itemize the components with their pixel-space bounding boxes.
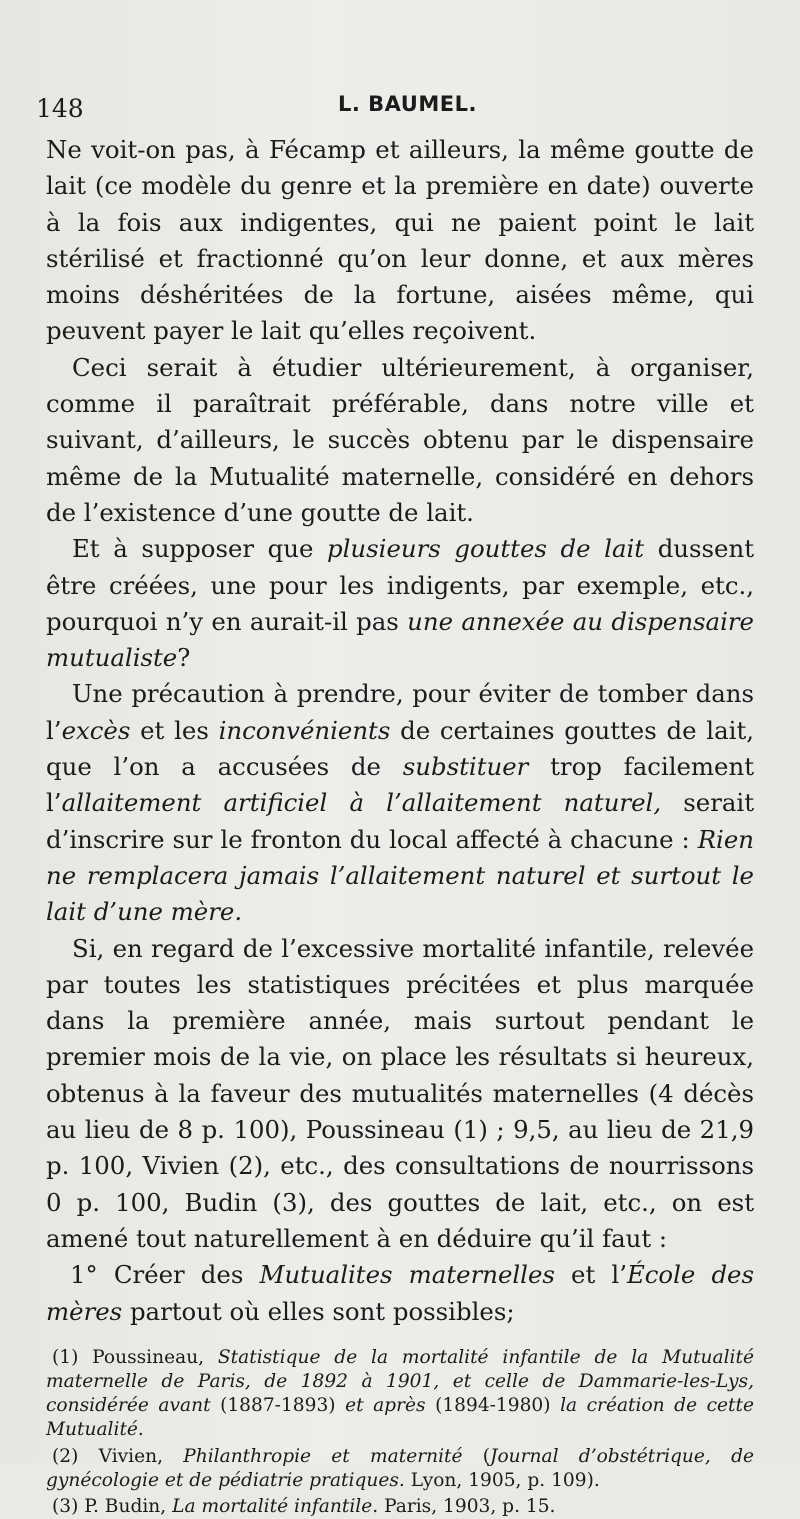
footnote-2-text: ( xyxy=(462,1445,491,1467)
page-number: 148 xyxy=(36,94,84,123)
footnote-1-text: (1894-1980) xyxy=(425,1395,561,1417)
paragraph-3-emphasis: plusieurs gouttes de lait xyxy=(327,534,645,564)
paragraph-2: Ceci serait à étudier ultérieurement, à organiser, comme il paraîtrait préférable, dans notre ville et suivant, d’ailleurs, le succès obtenu par le dispensaire même de la Mutualité maternelle, considéré en dehors de l’existence d’une goutte de lait. xyxy=(46,352,754,527)
paragraph-4-emphasis: Rien ne remplacera jamais l’allaitement naturel et surtout le lait d’une mère. xyxy=(46,824,754,927)
paragraph-6-text: partout où elles sont possibles; xyxy=(122,1296,515,1326)
running-head xyxy=(36,92,754,132)
paragraph-3-emphasis: une annexée au dispensaire mutualiste xyxy=(46,606,754,673)
paragraph-4-emphasis: excès xyxy=(61,715,131,745)
footnote-2 xyxy=(46,1445,754,1493)
paragraph-4-text: Une précaution à prendre, pour éviter de tomber dans l’ xyxy=(46,679,754,745)
footnote-2-emphasis: Philanthropie et maternité xyxy=(183,1445,463,1467)
paragraph-4-text: et les xyxy=(130,715,219,745)
running-head-author: L. BAUMEL. xyxy=(338,92,477,116)
footnote-3 xyxy=(46,1495,754,1519)
footnote-2-text: (2) Vivien, xyxy=(52,1445,184,1467)
paragraph-3-text: dussent être créées, une pour les indigents, par exemple, etc., pourquoi n’y en aurait-il pas xyxy=(46,534,754,636)
footnote-1-text: (1887-1893) xyxy=(210,1395,346,1417)
paragraph-1: Ne voit-on pas, à Fécamp et ailleurs, la même goutte de lait (ce modèle du genre et la première en date) ouverte à la fois aux indigentes, qui ne paient point le lait stérilisé et fractionné qu’on leur donne, et aux mères moins déshéritées de la fortune, aisées même, qui peuvent payer le lait qu’elles reçoivent. xyxy=(46,135,754,346)
footnote-3-emphasis: La mortalité infantile xyxy=(172,1496,373,1518)
paragraph-3 xyxy=(46,531,754,676)
body-text xyxy=(46,132,754,1330)
footnote-3-text: . Paris, 1903, p. 15. xyxy=(372,1496,556,1518)
paragraph-6-text: 1° Créer des xyxy=(70,1260,260,1290)
paragraph-3-text: Et à supposer que xyxy=(72,534,328,564)
paragraph-4 xyxy=(46,676,754,930)
paragraph-4-emphasis: substituer xyxy=(402,752,529,782)
paragraph-4-emphasis: allaitement artificiel à l’allaitement naturel, xyxy=(61,788,662,818)
footnote-1-emphasis: Statistique de la mortalité infantile de la Mutualité maternelle de Paris, de 1892 à 1901, et celle de Dammarie-les-Lys, considérée avant xyxy=(46,1346,754,1417)
footnote-3-text: (3) P. Budin, xyxy=(52,1496,173,1518)
footnote-2-emphasis: Journal d’obstétrique, de gynécologie et de pédiatrie pratiques xyxy=(46,1445,754,1491)
paragraph-6-emphasis: Mutualites maternelles xyxy=(259,1260,555,1290)
footnote-1-emphasis: la création de cette Mutualité. xyxy=(46,1395,754,1441)
paragraph-4-text: trop facilement l’ xyxy=(46,752,754,818)
paragraph-6 xyxy=(46,1257,754,1330)
footnotes xyxy=(46,1346,754,1519)
paragraph-4-emphasis: inconvénients xyxy=(218,715,391,745)
footnote-1-text: (1) Poussineau, xyxy=(52,1346,218,1368)
footnote-1 xyxy=(46,1346,754,1443)
paragraph-5: Si, en regard de l’excessive mortalité infantile, relevée par toutes les statistiques précitées et plus marquée dans la première année, mais surtout pendant le premier mois de la vie, on place les résultats si heureux, obtenus à la faveur des mutualités maternelles (4 décès au lieu de 8 p. 100), Poussineau (1) ; 9,5, au lieu de 21,9 p. 100, Vivien (2), etc., des consultations de nourrissons 0 p. 100, Budin (3), des gouttes de lait, etc., on est amené tout naturellement à en déduire qu’il faut : xyxy=(46,933,754,1253)
paragraph-4-text: serait d’inscrire sur le fronton du local affecté à chacune : xyxy=(46,788,754,854)
footnote-1-emphasis: et après xyxy=(345,1395,426,1417)
paragraph-6-emphasis: École des mères xyxy=(46,1260,755,1326)
paragraph-6-text: et l’ xyxy=(554,1260,627,1290)
paragraph-4-text: de certaines gouttes de lait, que l’on a accusées de xyxy=(46,715,754,782)
paragraph-3-text: ? xyxy=(177,643,191,673)
footnote-2-text: . Lyon, 1905, p. 109). xyxy=(398,1469,600,1491)
